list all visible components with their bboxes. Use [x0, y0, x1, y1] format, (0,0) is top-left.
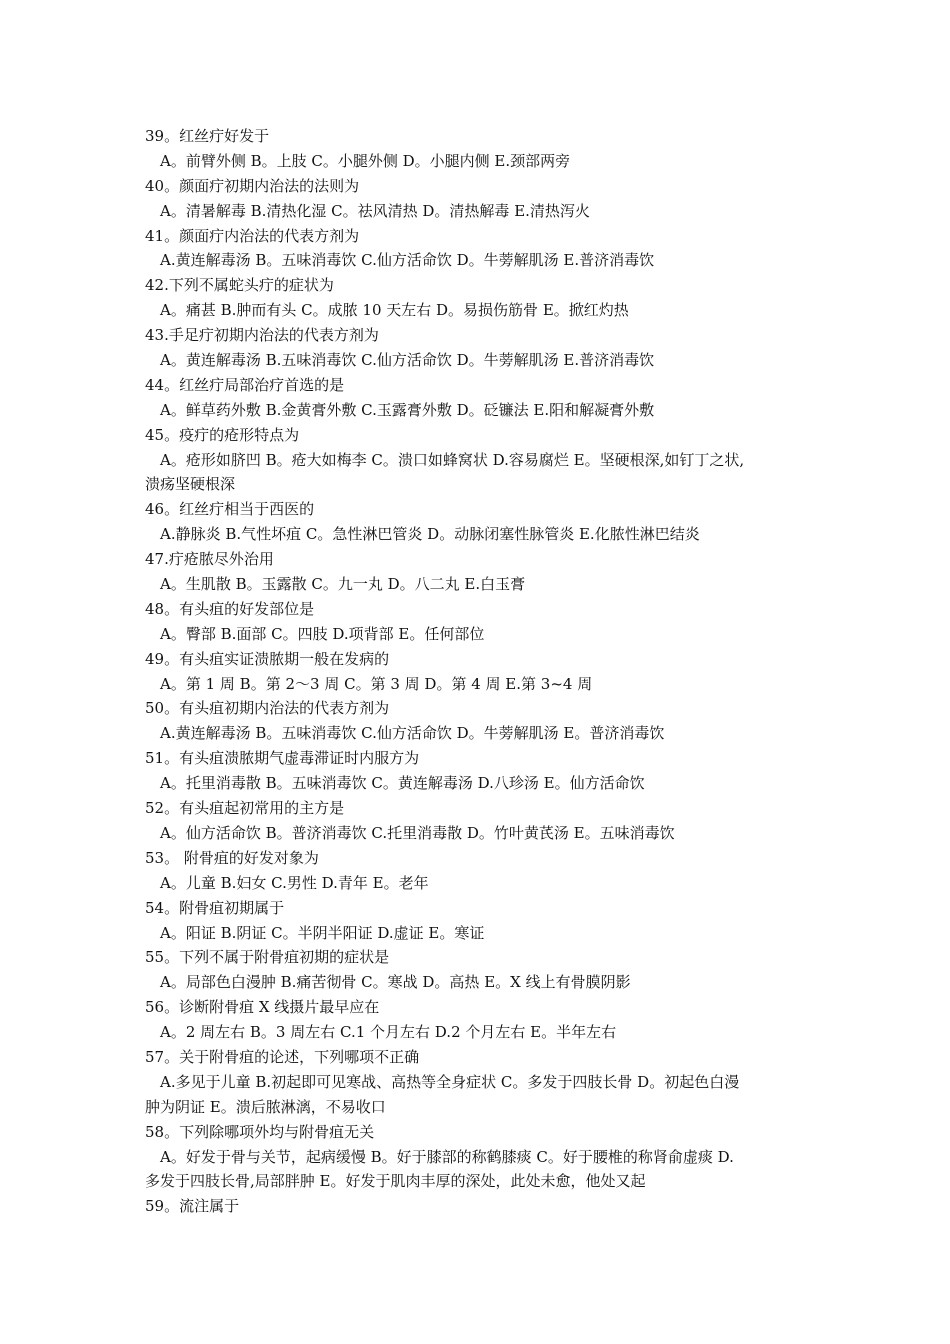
question-line: 39。红丝疔好发于 [145, 127, 270, 145]
options-line: A。托里消毒散 B。五味消毒饮 C。黄连解毒汤 D.八珍汤 E。仙方活命饮 [160, 774, 645, 793]
continuation-line: 溃疡坚硬根深 [145, 475, 236, 494]
options-line: A。局部色白漫肿 B.痛苦彻骨 C。寒战 D。高热 E。X 线上有骨膜阴影 [160, 973, 631, 992]
question-line: 54。附骨疽初期属于 [145, 898, 285, 917]
options-line: A。疮形如脐凹 B。疮大如梅李 C。溃口如蜂窝状 D.容易腐烂 E。坚硬根深,如钉丁之状, [160, 450, 745, 469]
options-line: A.静脉炎 B.气性坏疽 C。急性淋巴管炎 D。动脉闭塞性脉管炎 E.化脓性淋巴结炎 [160, 525, 700, 544]
question-line: 56。诊断附骨疽 X 线摄片最早应在 [145, 998, 380, 1017]
question-line: 59。流注属于 [145, 1197, 240, 1216]
options-line: A。痛甚 B.肿而有头 C。成脓 10 天左右 D。易损伤筋骨 E。掀红灼热 [160, 301, 629, 320]
options-line: A。好发于骨与关节，起病缓慢 B。好于膝部的称鹤膝痰 C。好于腰椎的称肾俞虚痰 D. [160, 1147, 734, 1166]
question-line: 42.下列不属蛇头疔的症状为 [145, 276, 334, 295]
question-line: 41。颜面疔内治法的代表方剂为 [145, 226, 360, 245]
question-line: 49。有头疽实证溃脓期一般在发病的 [145, 649, 390, 668]
question-line: 50。有头疽初期内治法的代表方剂为 [145, 699, 390, 718]
question-line: 52。有头疽起初常用的主方是 [145, 799, 345, 818]
question-line: 58。下列除哪项外均与附骨疽无关 [145, 1122, 375, 1141]
question-line: 43.手足疔初期内治法的代表方剂为 [145, 326, 379, 345]
question-line: 57。关于附骨疽的论述，下列哪项不正确 [145, 1047, 420, 1066]
options-line: A.黄连解毒汤 B。五味消毒饮 C.仙方活命饮 D。牛蒡解肌汤 E.普济消毒饮 [160, 251, 655, 270]
question-line: 44。红丝疔局部治疗首选的是 [145, 375, 345, 394]
document-body [145, 124, 825, 1219]
options-line: A.多见于儿童 B.初起即可见寒战、高热等全身症状 C。多发于四肢长骨 D。初起色白漫 [160, 1072, 740, 1091]
options-line: A.黄连解毒汤 B。五味消毒饮 C.仙方活命饮 D。牛蒡解肌汤 E。普济消毒饮 [160, 724, 665, 743]
question-line: 51。有头疽溃脓期气虚毒滞证时内服方为 [145, 749, 420, 768]
question-line: 53。 附骨疽的好发对象为 [145, 848, 319, 867]
options-line: A。生肌散 B。玉露散 C。九一丸 D。八二丸 E.白玉膏 [160, 575, 526, 594]
options-line: A。鲜草药外敷 B.金黄膏外敷 C.玉露膏外敷 D。砭镰法 E.阳和解凝膏外敷 [160, 400, 655, 419]
question-line: 45。疫疔的疮形特点为 [145, 425, 300, 444]
options-line: A。第 1 周 B。第 2～3 周 C。第 3 周 D。第 4 周 E.第 3~4 周 [160, 674, 593, 693]
options-line: A。前臂外侧 B。上肢 C。小腿外侧 D。小腿内侧 E.颈部两旁 [160, 151, 571, 170]
continuation-line: 肿为阴证 E。溃后脓淋漓，不易收口 [145, 1097, 386, 1116]
question-line: 47.疔疮脓尽外治用 [145, 550, 274, 569]
question-line: 46。红丝疔相当于西医的 [145, 500, 315, 519]
options-line: A。2 周左右 B。3 周左右 C.1 个月左右 D.2 个月左右 E。半年左右 [160, 1023, 617, 1042]
options-line: A。臀部 B.面部 C。四肢 D.项背部 E。任何部位 [160, 624, 485, 643]
question-line: 48。有头疽的好发部位是 [145, 599, 315, 618]
options-line: A。阳证 B.阴证 C。半阴半阳证 D.虚证 E。寒证 [160, 923, 485, 942]
continuation-line: 多发于四肢长骨,局部胖肿 E。好发于肌肉丰厚的深处，此处未愈，他处又起 [145, 1172, 646, 1191]
options-line: A。儿童 B.妇女 C.男性 D.青年 E。老年 [160, 873, 429, 892]
question-line: 55。下列不属于附骨疽初期的症状是 [145, 948, 390, 967]
options-line: A。清暑解毒 B.清热化湿 C。祛风清热 D。清热解毒 E.清热泻火 [160, 201, 590, 220]
options-line: A。黄连解毒汤 B.五味消毒饮 C.仙方活命饮 D。牛蒡解肌汤 E.普济消毒饮 [160, 351, 655, 370]
options-line: A。仙方活命饮 B。普济消毒饮 C.托里消毒散 D。竹叶黄芪汤 E。五味消毒饮 [160, 823, 675, 842]
question-line: 40。颜面疔初期内治法的法则为 [145, 176, 360, 195]
